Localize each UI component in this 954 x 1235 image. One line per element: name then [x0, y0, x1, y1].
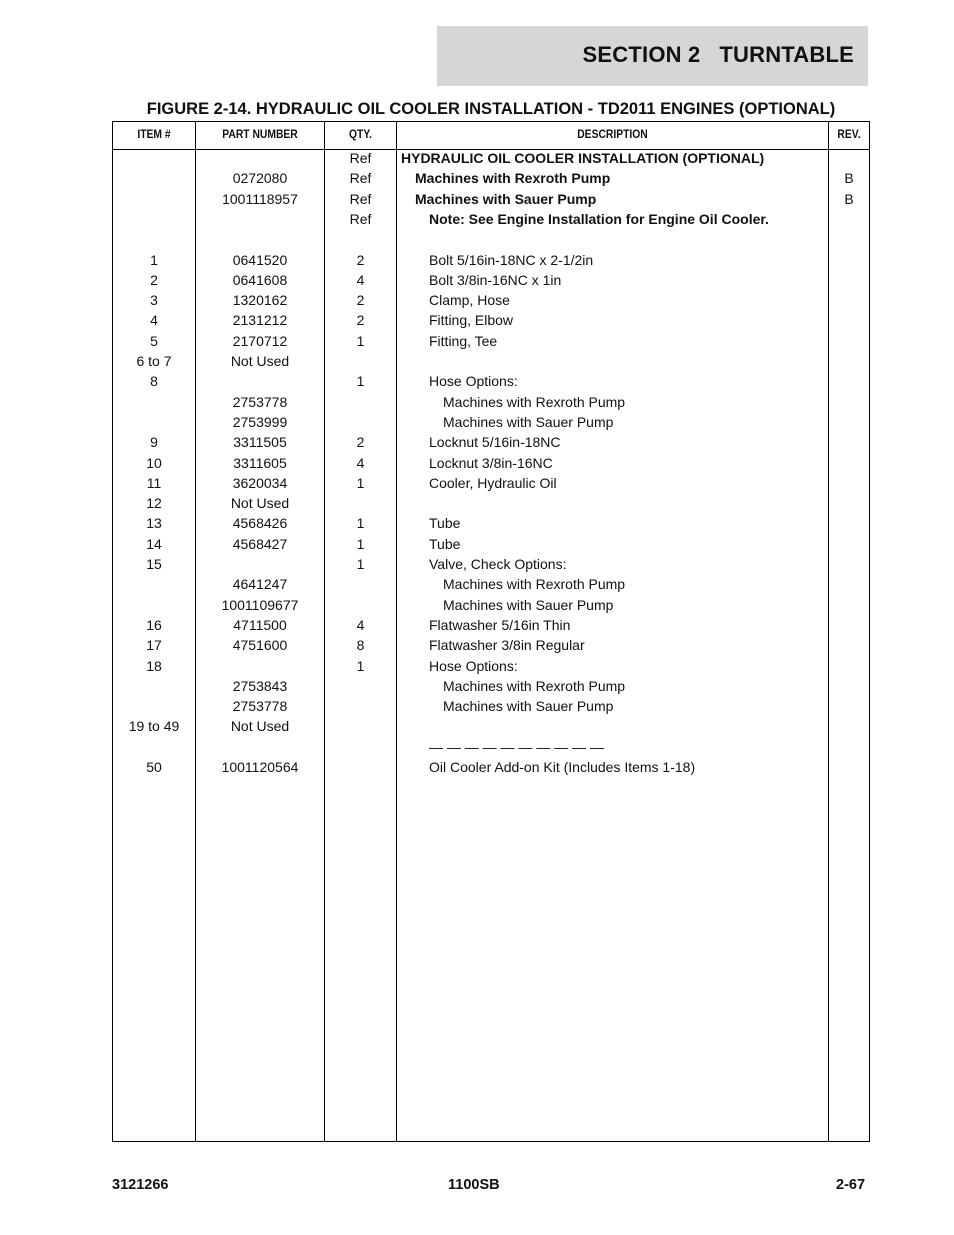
item-cell: 3	[150, 292, 158, 309]
item-cell: 12	[146, 495, 162, 512]
table-row	[113, 759, 869, 779]
table-row	[113, 515, 869, 535]
description-cell: Oil Cooler Add-on Kit (Includes Items 1-18)	[429, 759, 696, 775]
part-number-cell: 2753843	[232, 677, 288, 694]
qty-cell: Ref	[349, 210, 372, 227]
table-row	[113, 718, 869, 738]
description-cell: Machines with Sauer Pump	[443, 698, 614, 715]
description-cell: Cooler, Hydraulic Oil	[429, 474, 557, 491]
item-cell: 15	[146, 556, 162, 572]
part-number-cell: 4568427	[232, 535, 288, 552]
qty-cell: 1	[356, 332, 365, 349]
description-cell: Machines with Sauer Pump	[415, 190, 597, 207]
table-row	[113, 536, 869, 556]
item-cell: 10	[146, 454, 162, 471]
description-cell: Fitting, Tee	[429, 332, 498, 349]
table-row	[113, 312, 869, 332]
header-item: ITEM #	[137, 127, 171, 141]
section-header-box	[437, 26, 868, 86]
part-number-cell: 4568426	[232, 515, 288, 532]
item-cell: 14	[146, 535, 162, 552]
qty-cell: Ref	[349, 170, 372, 187]
part-number-cell: 1001118957	[222, 190, 298, 207]
item-cell: 5	[150, 332, 158, 349]
table-row	[113, 597, 869, 617]
qty-cell: 2	[356, 292, 365, 309]
footer-model: 1100SB	[448, 1177, 500, 1193]
description-cell: Machines with Rexroth Pump	[443, 393, 626, 410]
footer-doc-number: 3121266	[112, 1177, 169, 1193]
header-qty: QTY.	[349, 127, 372, 141]
part-number-cell: 1001120564	[221, 759, 299, 775]
part-number-cell: 1001109677	[221, 596, 299, 613]
table-row	[113, 698, 869, 718]
table-row	[113, 455, 869, 475]
description-cell: Hose Options:	[429, 657, 518, 674]
part-number-cell: Not Used	[230, 495, 290, 512]
table-row	[113, 373, 869, 393]
section-title: SECTION 2 TURNTABLE	[582, 42, 854, 67]
description-cell: Machines with Rexroth Pump	[443, 677, 626, 694]
table-row	[113, 414, 869, 434]
description-cell: Machines with Rexroth Pump	[415, 170, 611, 187]
header-rev: REV.	[837, 127, 861, 141]
parts-table	[112, 121, 870, 1142]
description-cell: Locknut 3/8in-16NC	[429, 454, 553, 471]
part-number-cell: 4751600	[232, 637, 288, 654]
table-row	[113, 252, 869, 272]
item-cell: 17	[146, 637, 162, 654]
table-row	[113, 658, 869, 678]
item-cell: 18	[146, 657, 162, 674]
table-row	[113, 272, 869, 292]
part-number-cell: 3311605	[233, 454, 287, 471]
table-row	[113, 556, 869, 576]
part-number-cell: 2753778	[232, 393, 288, 410]
part-number-cell: Not Used	[230, 353, 290, 369]
qty-cell: 2	[356, 251, 365, 268]
part-number-cell: 0272080	[232, 170, 288, 187]
part-number-cell: 0641608	[232, 271, 288, 288]
description-cell: Valve, Check Options:	[429, 556, 567, 572]
qty-cell: 1	[356, 474, 365, 491]
description-cell: Hose Options:	[429, 373, 518, 390]
item-cell: 19 to 49	[128, 718, 180, 735]
qty-cell: 4	[356, 454, 365, 471]
item-cell: 8	[150, 373, 158, 390]
part-number-cell: 0641520	[232, 251, 288, 268]
header-part-number: PART NUMBER	[222, 127, 298, 141]
part-number-cell: 2131212	[232, 312, 288, 329]
table-row	[113, 678, 869, 698]
description-cell: Tube	[429, 535, 461, 552]
qty-cell: 1	[356, 556, 365, 572]
table-row	[113, 150, 869, 170]
description-cell: HYDRAULIC OIL COOLER INSTALLATION (OPTIONAL)	[401, 150, 765, 166]
description-cell: Clamp, Hose	[429, 292, 510, 309]
table-row	[113, 170, 869, 190]
qty-cell: 2	[356, 312, 365, 329]
qty-cell: 1	[356, 373, 365, 390]
rev-cell: B	[844, 170, 854, 187]
header-description: DESCRIPTION	[577, 127, 648, 141]
table-row	[113, 394, 869, 414]
item-cell: 9	[150, 434, 158, 451]
table-row	[113, 191, 869, 211]
part-number-cell: 1320162	[232, 292, 288, 309]
qty-cell: Ref	[349, 150, 372, 166]
qty-cell: Ref	[349, 190, 372, 207]
item-cell: 2	[150, 271, 158, 288]
item-cell: 16	[146, 616, 162, 633]
part-number-cell: 4711500	[233, 616, 287, 633]
part-number-cell: 2753999	[232, 413, 288, 430]
qty-cell: 2	[356, 434, 365, 451]
qty-cell: 1	[356, 657, 365, 674]
item-cell: 6 to 7	[136, 353, 172, 369]
figure-title: FIGURE 2-14. HYDRAULIC OIL COOLER INSTALLATION - TD2011 ENGINES (OPTIONAL)	[146, 100, 836, 118]
part-number-cell: 2753778	[232, 698, 288, 715]
part-number-cell: 4641247	[232, 576, 288, 593]
qty-cell: 1	[356, 535, 365, 552]
part-number-cell: 3620034	[232, 474, 288, 491]
item-cell: 50	[146, 759, 162, 775]
description-cell: Note: See Engine Installation for Engine Oil Cooler.	[429, 210, 769, 227]
table-row	[113, 292, 869, 312]
qty-cell: 4	[356, 616, 365, 633]
table-row	[113, 434, 869, 454]
part-number-cell: 2170712	[232, 332, 288, 349]
description-cell: Flatwasher 5/16in Thin	[429, 616, 571, 633]
rev-cell: B	[844, 190, 854, 207]
description-cell: Bolt 3/8in-16NC x 1in	[429, 271, 562, 288]
description-cell: Fitting, Elbow	[429, 312, 514, 329]
item-cell: 11	[146, 474, 162, 491]
item-cell: 4	[150, 312, 158, 329]
table-row	[113, 475, 869, 495]
table-row	[113, 333, 869, 353]
table-row	[113, 353, 869, 373]
item-cell: 13	[146, 515, 162, 532]
description-cell: Flatwasher 3/8in Regular	[429, 637, 585, 654]
table-row	[113, 211, 869, 231]
table-row	[113, 739, 869, 759]
table-row	[113, 637, 869, 657]
table-row	[113, 231, 869, 251]
table-row	[113, 576, 869, 596]
part-number-cell: 3311505	[233, 434, 287, 451]
description-cell: Machines with Sauer Pump	[443, 413, 614, 430]
qty-cell: 4	[356, 271, 365, 288]
description-cell: Machines with Sauer Pump	[443, 596, 614, 613]
description-cell: Machines with Rexroth Pump	[443, 576, 626, 593]
table-row	[113, 617, 869, 637]
qty-cell: 1	[356, 515, 365, 532]
description-cell: Tube	[429, 515, 461, 532]
description-cell: Locknut 5/16in-18NC	[429, 434, 561, 451]
item-cell: 1	[150, 251, 158, 268]
footer-page-number: 2-67	[836, 1177, 866, 1193]
description-cell: — — — — — — — — — —	[429, 738, 605, 755]
description-cell: Bolt 5/16in-18NC x 2-1/2in	[429, 251, 594, 268]
part-number-cell: Not Used	[230, 718, 290, 735]
table-row	[113, 495, 869, 515]
qty-cell: 8	[356, 637, 365, 654]
